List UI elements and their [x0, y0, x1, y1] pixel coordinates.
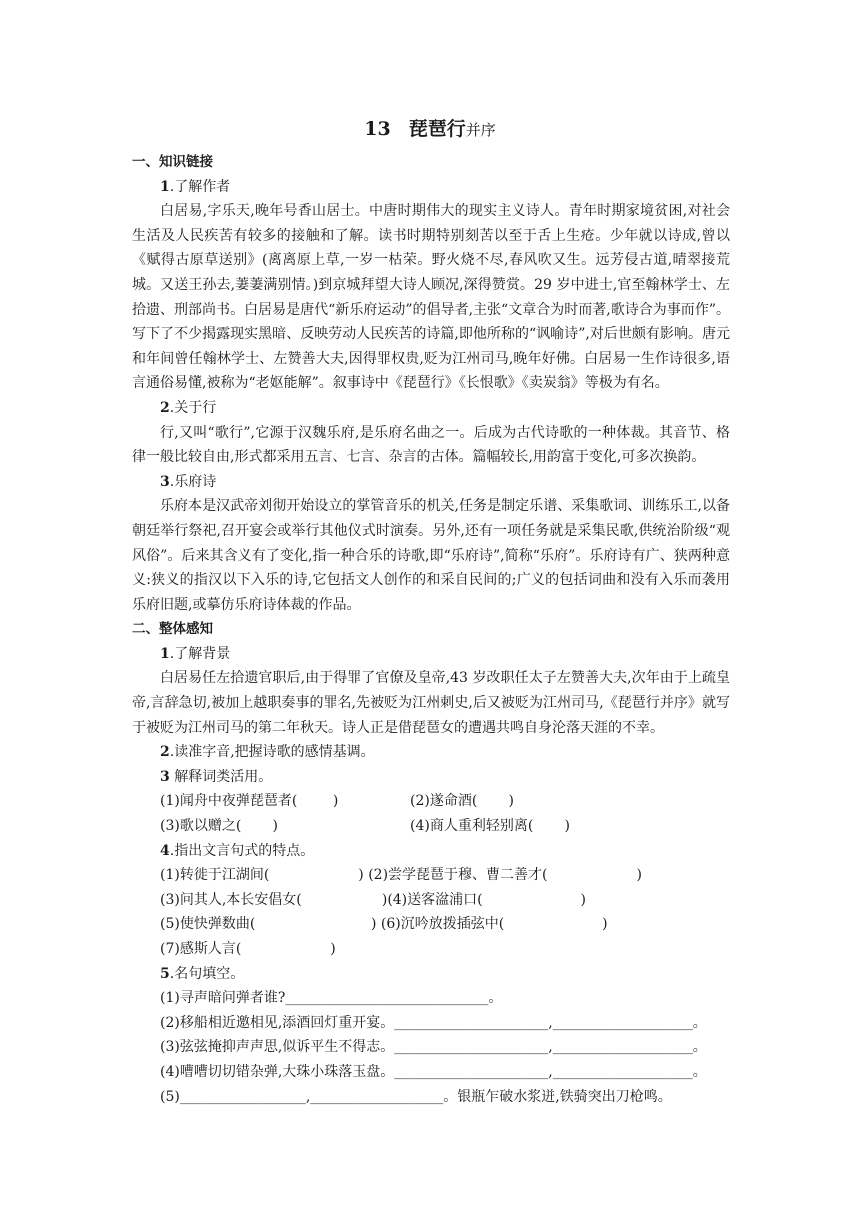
- section-heading-overview: 二、整体感知: [132, 621, 213, 638]
- item-title: .名句填空。: [169, 965, 245, 982]
- question-4-5: (5)使快弹数曲( ): [160, 916, 377, 933]
- question-row: [132, 937, 730, 962]
- item-number: 1: [160, 645, 170, 662]
- question-3-2: (2)遂命酒( ): [410, 793, 514, 810]
- item-heading-fill-in: [132, 962, 730, 987]
- item-title: .了解背景: [169, 645, 231, 662]
- paragraph-background: 白居易任左拾遗官职后,由于得罪了官僚及皇帝,43 岁改职任太子左赞善大夫,次年由于上疏皇帝,言辞急切,被加上越职奏事的罪名,先被贬为江州刺史,后又被贬为江州司马,《琵琶行并序》就写于被贬为江州司马的第二年秋天。诗人正是借琵琶女的遭遇共鸣自身沦落天涯的不幸。: [132, 670, 730, 736]
- question-row: [132, 912, 730, 937]
- question-row: [132, 888, 730, 913]
- lesson-number: 13: [364, 118, 391, 140]
- question-3-4: (4)商人重利轻别离( ): [410, 818, 570, 835]
- item-number: 3: [160, 768, 170, 785]
- item-number: 1: [160, 178, 170, 195]
- item-number: 2: [160, 399, 170, 416]
- item-title: .关于行: [169, 399, 217, 416]
- question-4-4: (4)送客湓浦口( ): [387, 891, 586, 908]
- item-heading-xing: [132, 396, 730, 421]
- item-heading-yuefu: [132, 470, 730, 495]
- title-main: 琵琶行: [408, 118, 466, 140]
- item-heading-pronunciation: [132, 740, 730, 765]
- item-heading-sentence-pattern: [132, 839, 730, 864]
- item-title: .乐府诗: [169, 473, 217, 490]
- question-row: [132, 863, 730, 888]
- item-title: 解释词类活用。: [169, 768, 273, 785]
- question-4-3: (3)问其人,本长安倡女( ): [160, 891, 388, 908]
- question-row: [132, 814, 730, 839]
- section-heading-knowledge: 一、知识链接: [132, 154, 213, 170]
- item-number: 4: [160, 842, 170, 859]
- paragraph-xing: 行,又叫“歌行”,它源于汉魏乐府,是乐府名曲之一。后成为古代诗歌的一种体裁。其音节、格律一般比较自由,形式都采用五言、七言、杂言的古体。篇幅较长,用韵富于变化,可多次换韵。: [132, 424, 730, 466]
- question-row: [132, 789, 730, 814]
- question-4-2: (2)尝学琵琶于穆、曹二善才( ): [368, 867, 642, 884]
- question-3-3: (3)歌以赠之( ): [160, 818, 278, 835]
- item-title: .读准字音,把握诗歌的感情基调。: [169, 744, 375, 761]
- item-number: 5: [160, 965, 170, 982]
- item-number: 2: [160, 744, 170, 761]
- fill-in-question-3: (3)弦弦掩抑声声思,似诉平生不得志。______________________,____________________。: [160, 1039, 707, 1056]
- question-4-1: (1)转徙于江湖间( ): [160, 867, 364, 884]
- paragraph-yuefu: 乐府本是汉武帝刘彻开始设立的掌管音乐的机关,任务是制定乐谱、采集歌词、训练乐工,以备朝廷举行祭祀,召开宴会或举行其他仪式时演奏。另外,还有一项任务就是采集民歌,供统治阶级“观风俗”。后来其含义有了变化,指一种合乐的诗歌,即“乐府诗”,简称“乐府”。乐府诗有广、狭两种意义:狭义的指汉以下入乐的诗,它包括文人创作的和采自民间的;广义的包括词曲和没有入乐而袭用乐府旧题,或摹仿乐府诗体裁的作品。: [132, 498, 730, 613]
- question-4-7: (7)感斯人言( ): [160, 941, 336, 957]
- fill-in-question-2: (2)移船相近邀相见,添酒回灯重开宴。______________________,____________________。: [160, 1014, 707, 1031]
- paragraph-author: 白居易,字乐天,晚年号香山居士。中唐时期伟大的现实主义诗人。青年时期家境贫困,对社会生活及人民疾苦有较多的接触和了解。读书时期特别刻苦以至于舌上生疮。少年就以诗成,曾以《赋得古原草送别》(离离原上草,一岁一枯荣。野火烧不尽,春风吹又生。远芳侵古道,晴翠接荒城。又送王孙去,萋萋满别情。)到京城拜望大诗人顾况,深得赞赏。29 岁中进士,官至翰林学士、左拾遗、刑部尚书。白居易是唐代“新乐府运动”的倡导者,主张“文章合为时而著,歌诗合为事而作”。写下了不少揭露现实黑暗、反映劳动人民疾苦的诗篇,即他所称的“讽喻诗”,对后世颇有影响。唐元和年间曾任翰林学士、左赞善大夫,因得罪权贵,贬为江州司马,晚年好佛。白居易一生作诗很多,语言通俗易懂,被称为“老妪能解”。叙事诗中《琵琶行》《长恨歌》《卖炭翁》等极为有名。: [132, 203, 730, 392]
- fill-in-question-1: (1)寻声暗问弹者谁?_____________________________。: [160, 990, 503, 1007]
- document-body: [132, 150, 730, 1109]
- question-3-1: (1)闻舟中夜弹琵琶者( ): [160, 793, 339, 810]
- item-number: 3: [160, 473, 170, 490]
- item-heading-word-class: [132, 765, 730, 790]
- item-heading-author: [132, 175, 730, 200]
- item-title: .指出文言句式的特点。: [169, 842, 315, 859]
- fill-in-question-5: (5)__________________,___________________。银瓶乍破水浆迸,铁骑突出刀枪鸣。: [160, 1088, 672, 1105]
- page-title: [0, 117, 860, 142]
- fill-in-question-4: (4)嘈嘈切切错杂弹,大珠小珠落玉盘。______________________,____________________。: [160, 1063, 707, 1080]
- item-heading-background: [132, 642, 730, 667]
- question-4-6: (6)沉吟放拨插弦中( ): [380, 916, 608, 933]
- item-title: .了解作者: [169, 178, 231, 195]
- title-suffix: 并序: [465, 121, 496, 139]
